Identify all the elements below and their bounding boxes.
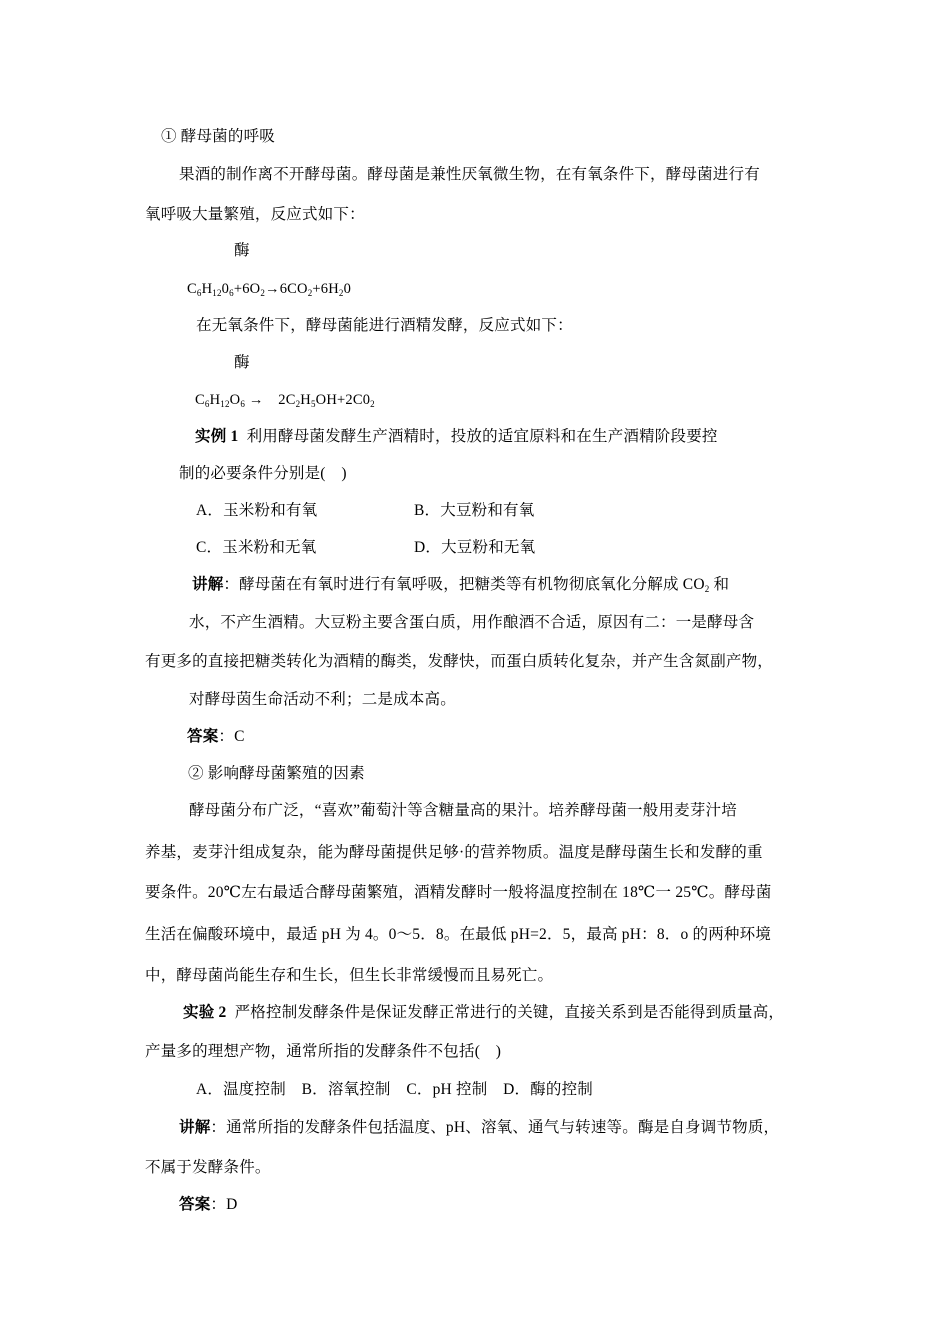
paragraph-line: 不属于发酵条件。 <box>145 1159 271 1176</box>
fermentation-equation: $C_6H_{12}O_6$ → $2C_2H_5OH+2C0_2$ <box>195 392 375 409</box>
paragraph-line: 有更多的直接把糖类转化为酒精的酶类，发酵快，而蛋白质转化复杂，并产生含氮副产物， <box>145 653 774 670</box>
section-heading-yeast-factors: ② 影响酵母菌繁殖的因素 <box>188 765 365 782</box>
experiment-2-explanation: 讲解：通常所指的发酵条件包括温度、pH、溶氧、通气与转速等。酶是自身调节物质， <box>179 1119 780 1136</box>
paragraph-line: 果酒的制作离不开酵母菌。酵母菌是兼性厌氧微生物，在有氧条件下，酵母菌进行有 <box>179 166 760 183</box>
paragraph-line: 水，不产生酒精。大豆粉主要含蛋白质，用作酿酒不合适，原因有二：一是酵母含 <box>189 614 755 631</box>
explanation-label: 讲解 <box>179 1119 211 1136</box>
paragraph-line: 生活在偏酸环境中，最适 pH 为 4。0～5．8。在最低 pH=2．5，最高 pH：8．o 的两种环境 <box>145 926 772 943</box>
enzyme-label: 酶 <box>234 354 250 371</box>
answer-label: 答案 <box>187 728 219 745</box>
paragraph-line: 要条件。20℃左右最适合酵母菌繁殖，酒精发酵时一般将温度控制在 18℃一 25℃。酵母菌 <box>145 884 772 901</box>
example-1-answer: 答案：C <box>187 728 245 745</box>
paragraph-line: 在无氧条件下，酵母菌能进行酒精发酵，反应式如下： <box>196 317 573 334</box>
enzyme-label: 酶 <box>234 242 250 259</box>
example-1-question: 实例 1 利用酵母菌发酵生产酒精时，投放的适宜原料和在生产酒精阶段要控 <box>195 428 718 445</box>
example-1-explanation: 讲解：酵母菌在有氧时进行有氧呼吸，把糖类等有机物彻底氧化分解成 $CO_2$ 和 <box>192 576 730 594</box>
experiment-2-question: 实验 2 严格控制发酵条件是保证发酵正常进行的关键，直接关系到是否能得到质量高， <box>183 1004 785 1021</box>
paragraph-line: 养基，麦芽汁组成复杂，能为酵母菌提供足够·的营养物质。温度是酵母菌生长和发酵的重 <box>145 844 763 861</box>
answer-label: 答案 <box>179 1196 211 1213</box>
explanation-label: 讲解 <box>192 576 224 593</box>
option-d: D．大豆粉和无氧 <box>414 539 536 556</box>
option-a: A．玉米粉和有氧 <box>196 502 318 519</box>
experiment-2-options: A．温度控制 B．溶氧控制 C．pH 控制 D．酶的控制 <box>196 1081 593 1098</box>
paragraph-line: 中，酵母菌尚能生存和生长，但生长非常缓慢而且易死亡。 <box>145 967 554 984</box>
paragraph-line: 酵母菌分布广泛，“喜欢”葡萄汁等含糖量高的果汁。培养酵母菌一般用麦芽汁培 <box>189 802 737 819</box>
aerobic-respiration-equation: $C_6H_{12}0_6+6O_2\to 6CO_2+6H_20$ <box>187 281 352 298</box>
experiment-label: 实验 2 <box>183 1004 227 1021</box>
option-b: B．大豆粉和有氧 <box>414 502 535 519</box>
paragraph-line: 制的必要条件分别是( ) <box>179 465 347 482</box>
option-c: C．玉米粉和无氧 <box>196 539 317 556</box>
paragraph-line: 产量多的理想产物，通常所指的发酵条件不包括( ) <box>145 1043 502 1060</box>
experiment-2-answer: 答案：D <box>179 1196 238 1213</box>
paragraph-line: 对酵母茵生命活动不利；二是成本高。 <box>189 691 456 708</box>
example-label: 实例 1 <box>195 428 239 445</box>
section-heading-yeast-respiration: ① 酵母菌的呼吸 <box>161 128 275 145</box>
paragraph-line: 氧呼吸大量繁殖，反应式如下： <box>145 206 365 223</box>
